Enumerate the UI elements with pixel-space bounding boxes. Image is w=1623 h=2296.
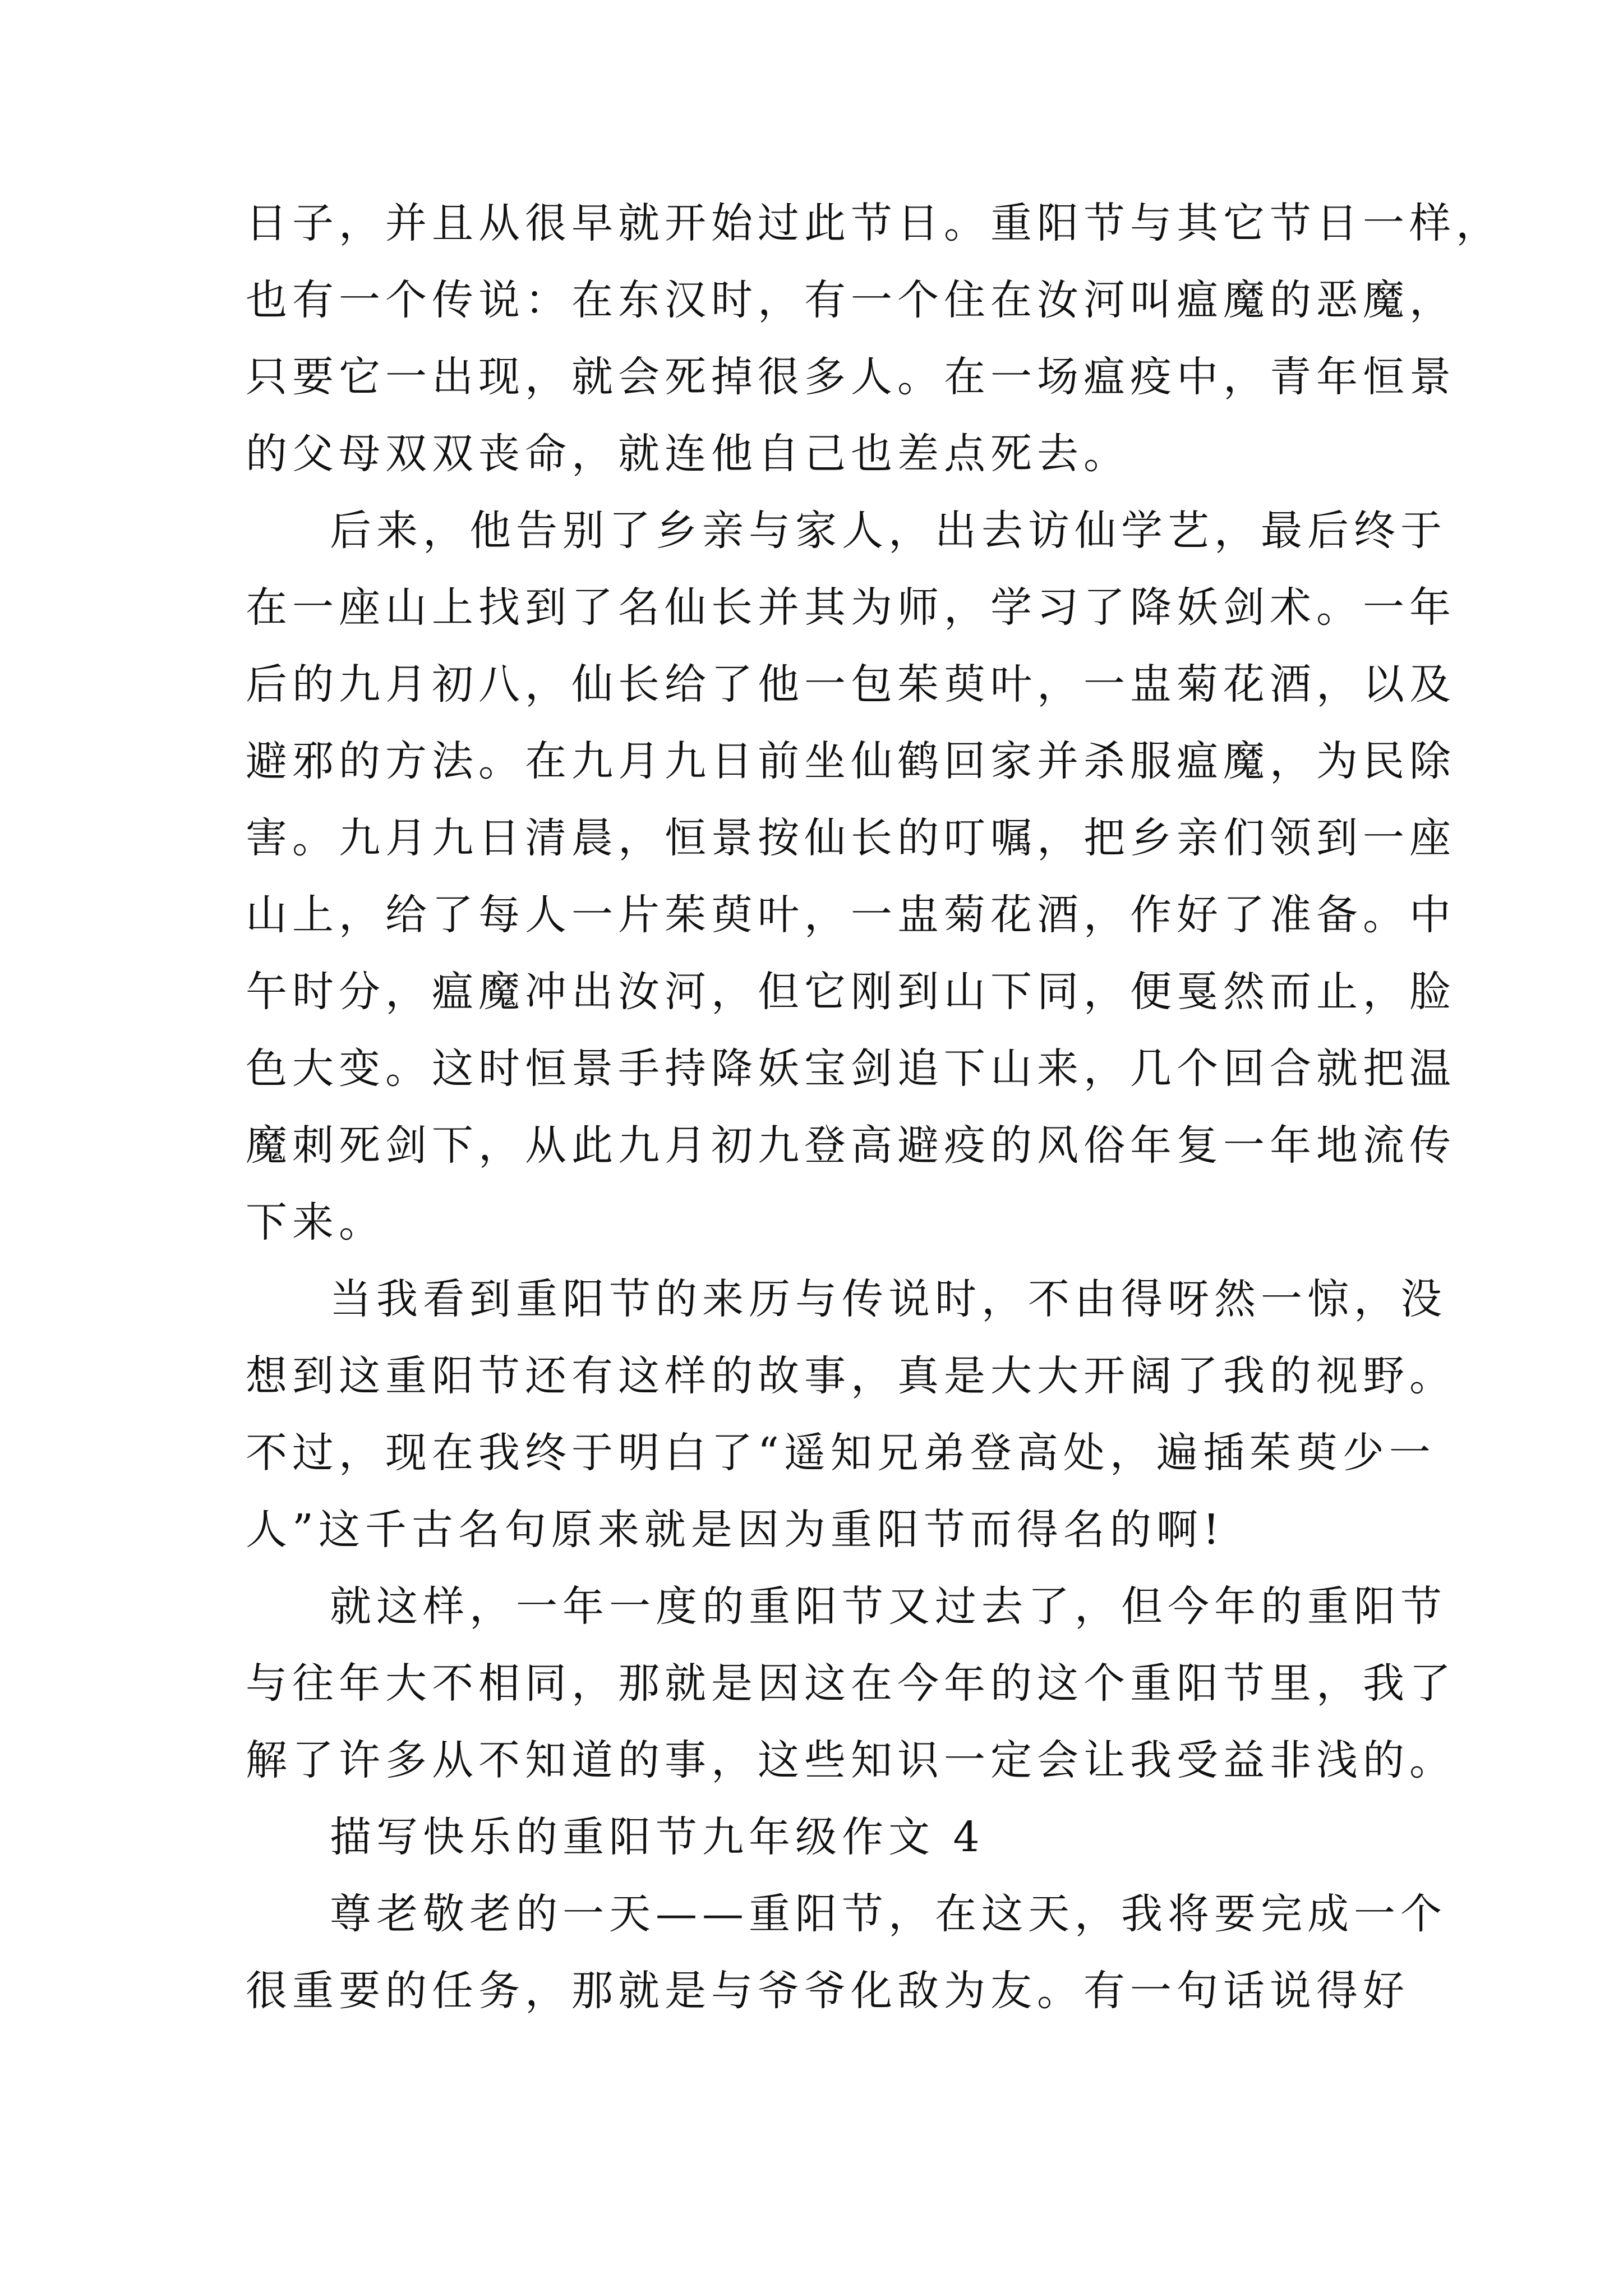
text-line: 很重要的任务，那就是与爷爷化敌为友。有一句话说得好 [246, 1967, 1409, 2015]
document-page [246, 185, 1502, 2030]
text-line: 只要它一出现，就会死掉很多人。在一场瘟疫中，青年恒景 [246, 353, 1456, 401]
paragraph-start-line: 当我看到重阳节的来历与传说时，不由得呀然一惊，没 [330, 1275, 1447, 1323]
text-line: 在一座山上找到了名仙长并其为师，学习了降妖剑术。一年 [246, 583, 1456, 632]
text-line: 不过，现在我终于明白了“遥知兄弟登高处，遍插茱萸少一 [246, 1429, 1436, 1477]
text-line: 日子，并且从很早就开始过此节日。重阳节与其它节日一样， [246, 199, 1502, 247]
text-line: 下来。 [246, 1198, 385, 1246]
text-line: 解了许多从不知道的事，这些知识一定会让我受益非浅的。 [246, 1736, 1456, 1784]
section-heading: 描写快乐的重阳节九年级作文 4 [330, 1813, 985, 1861]
paragraph-start-line: 后来，他告别了乡亲与家人，出去访仙学艺，最后终于 [330, 507, 1447, 555]
text-line: 避邪的方法。在九月九日前坐仙鹤回家并杀服瘟魔，为民除 [246, 737, 1456, 785]
text-line: 后的九月初八，仙长给了他一包茱萸叶，一盅菊花酒，以及 [246, 660, 1456, 708]
text-line: 也有一个传说：在东汉时，有一个住在汝河叫瘟魔的恶魔， [246, 276, 1456, 324]
text-line: 与往年大不相同，那就是因这在今年的这个重阳节里，我了 [246, 1659, 1456, 1708]
paragraph-start-line: 尊老敬老的一天——重阳节，在这天，我将要完成一个 [330, 1890, 1447, 1938]
text-line: 午时分，瘟魔冲出汝河，但它刚到山下同，便戛然而止，脸 [246, 968, 1456, 1016]
text-line: 想到这重阳节还有这样的故事，真是大大开阔了我的视野。 [246, 1352, 1456, 1400]
text-line: 害。九月九日清晨，恒景按仙长的叮嘱，把乡亲们领到一座 [246, 814, 1456, 862]
text-line: 人”这千古名句原来就是因为重阳节而得名的啊! [246, 1506, 1225, 1554]
paragraph-start-line: 就这样，一年一度的重阳节又过去了，但今年的重阳节 [330, 1582, 1447, 1631]
text-line: 色大变。这时恒景手持降妖宝剑追下山来，几个回合就把温 [246, 1045, 1456, 1093]
text-line: 魔刺死剑下，从此九月初九登高避疫的风俗年复一年地流传 [246, 1121, 1456, 1170]
text-line: 山上，给了每人一片茱萸叶，一盅菊花酒，作好了准备。中 [246, 891, 1456, 939]
text-line: 的父母双双丧命，就连他自己也差点死去。 [246, 430, 1130, 478]
